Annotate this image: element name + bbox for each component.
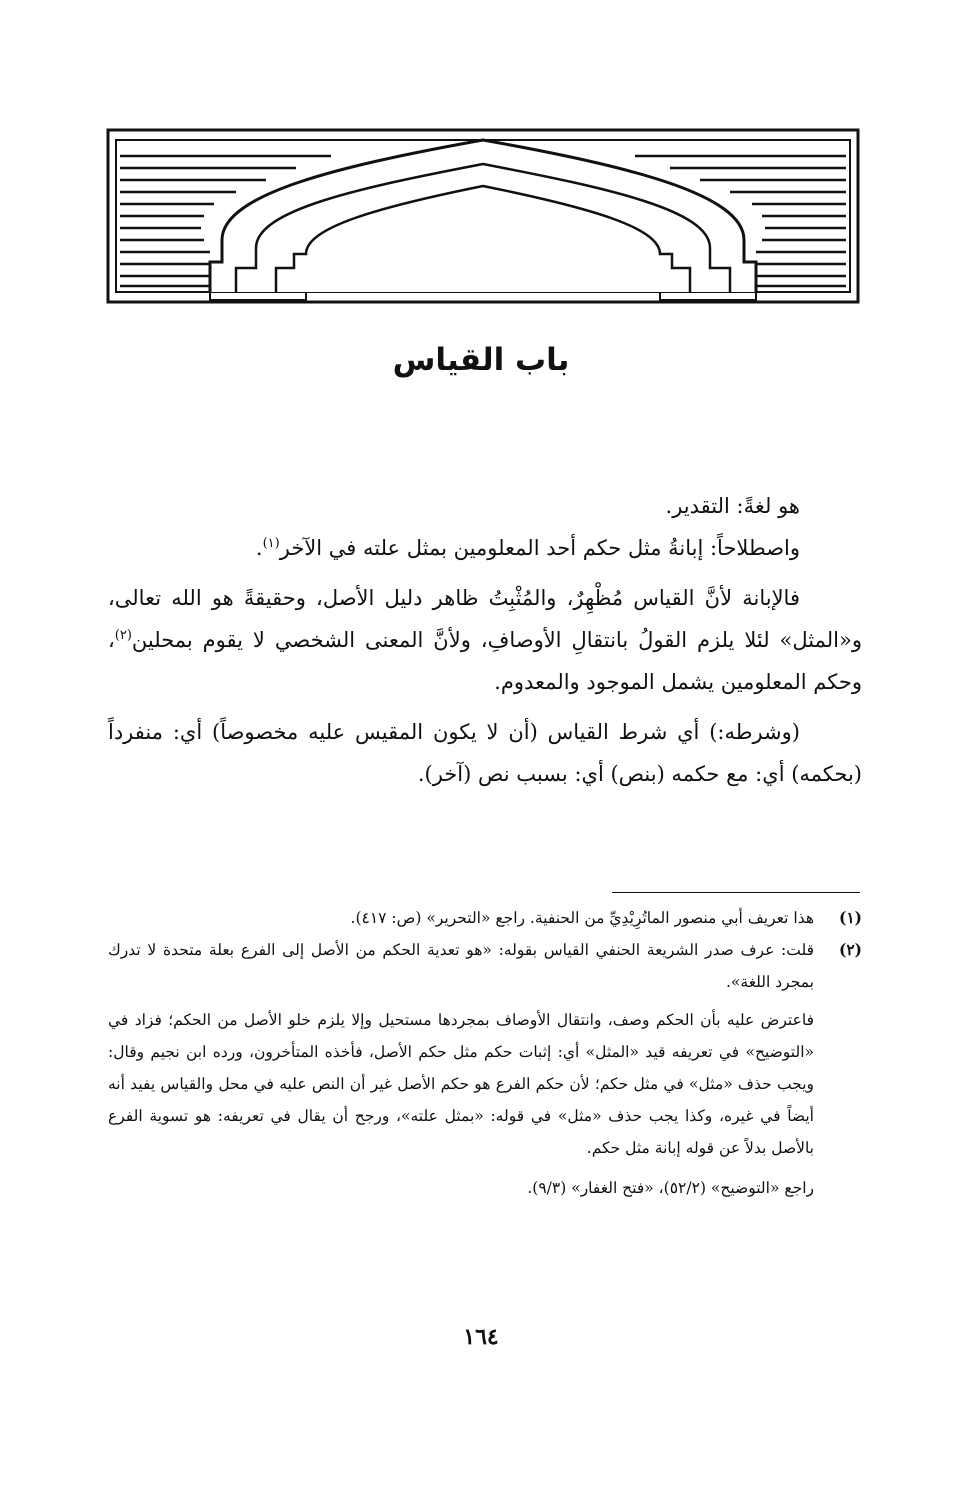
paragraph-text: فالإبانة لأنَّ القياس مُظْهِرٌ، والمُثْبِتُ ظاهر دليل الأصل، وحقيقةً هو الله تعالى، و«المثل» لئلا يلزم القولُ بانتقالِ الأوصافِ، ولأنَّ المعنى الشخصي لا يقوم بمحلين — [108, 586, 862, 652]
footnote-separator — [612, 892, 860, 893]
footnote-text: هذا تعريف أبي منصور الماتُرِيْدِيِّ من الحنفية. راجع «التحرير» (ص: ٤١٧). — [350, 909, 814, 927]
footnote-2-reference: راجع «التوضيح» (٥٢/٢)، «فتح الغفار» (٩/٣). — [527, 1179, 814, 1197]
main-text — [108, 485, 862, 795]
paragraph-condition: (وشرطه:) أي شرط القياس (أن لا يكون المقيس عليه مخصوصاً) أي: منفرداً (بحكمه) أي: مع حكمه (بنص) أي: بسبب نص (آخر). — [108, 720, 862, 786]
footnote-text: قلت: عرف صدر الشريعة الحنفي القياس بقوله: «هو تعدية الحكم من الأصل إلى الفرع بعلة متحدة لا تدرك بمجرد اللغة». — [108, 941, 814, 991]
footnote-number: (١) — [838, 908, 862, 927]
footnote-marker-1: (١) — [262, 536, 280, 551]
footnote-2-continuation: فاعترض عليه بأن الحكم وصف، وانتقال الأوصاف بمجردها مستحيل وإلا يلزم خلو الأصل من الحكم؛ فزاد في «التوضيح» في تعريفه قيد «المثل» أي: إثبات حكم مثل حكم الأصل، فأخذه المتأخرون، ورده ابن نجيم وقال: ويجب حذف «مثل» في مثل حكم؛ لأن حكم الفرع هو حكم الأصل غير أن النص عليه في محل والقياس يفيد أنه أيضاً في غيره، وكذا يجب حذف «مثل» في قوله: «بمثل علته»، ورجح أن يقال في تعريفه: هو تسوية الفرع بالأصل بدلاً عن قوله إبانة مثل حكم. — [108, 1011, 814, 1157]
footnote-number: (٢) — [838, 940, 862, 959]
paragraph-definition-linguistic: هو لغةً: التقدير. — [665, 494, 800, 518]
chapter-header-ornament — [106, 128, 860, 306]
chapter-title: باب القياس — [392, 342, 570, 378]
footnote-marker-2: (٢) — [114, 628, 132, 643]
footnote-2 — [108, 934, 862, 998]
paragraph-text: واصطلاحاً: إبانةُ مثل حكم أحد المعلومين بمثل علته في الآخر — [279, 536, 800, 560]
paragraph-definition-technical — [108, 527, 862, 569]
page-number: ١٦٤ — [463, 1324, 499, 1350]
paragraph-explanation — [108, 577, 862, 703]
footnote-1 — [108, 902, 862, 934]
paragraph-text-cont: ، وحكم المعلومين يشمل الموجود والمعدوم. — [108, 628, 862, 694]
footnotes — [108, 902, 862, 1204]
paragraph-end: . — [255, 536, 263, 560]
